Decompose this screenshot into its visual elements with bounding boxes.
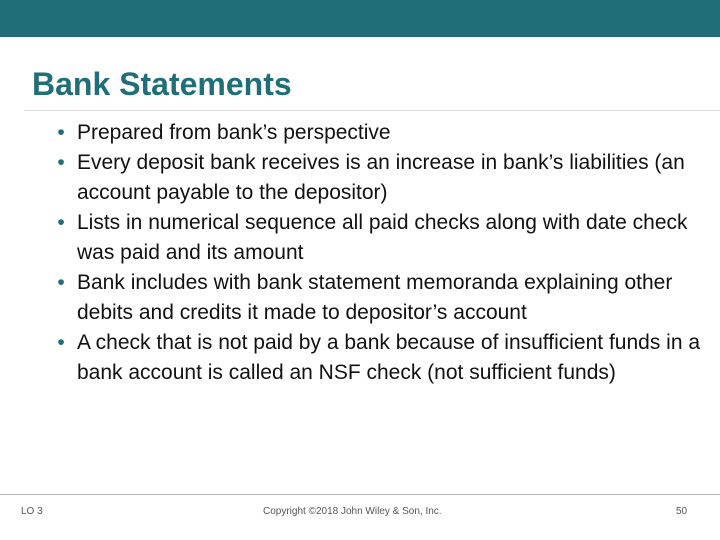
bullet-marker: • (57, 151, 65, 174)
learning-objective-label: LO 3 (21, 506, 43, 517)
bullet-marker: • (57, 271, 65, 294)
bullet-text: Bank includes with bank statement memoranda explaining other debits and credits it made to depositor’s account (77, 271, 673, 324)
bullet-item (52, 208, 702, 268)
bullet-text: A check that is not paid by a bank because of insufficient funds in a bank account is called an NSF check (not sufficient funds) (77, 331, 701, 384)
bullet-text: Prepared from bank’s perspective (77, 121, 391, 144)
bullet-item (52, 118, 702, 148)
bullet-marker: • (57, 211, 65, 234)
bullet-text: Lists in numerical sequence all paid checks along with date check was paid and its amount (77, 211, 688, 264)
footer-divider (0, 494, 720, 495)
slide-title: Bank Statements (32, 66, 292, 102)
bullet-item (52, 268, 702, 328)
top-accent-bar (0, 0, 720, 37)
bullet-list (52, 118, 702, 388)
bullet-item (52, 148, 702, 208)
bullet-marker: • (57, 121, 65, 144)
bullet-item (52, 328, 702, 388)
title-divider (24, 110, 720, 111)
bullet-text: Every deposit bank receives is an increase in bank’s liabilities (an account payable to the depositor) (77, 151, 685, 204)
bullet-marker: • (57, 331, 65, 354)
page-number: 50 (676, 506, 688, 517)
copyright-text: Copyright ©2018 John Wiley & Son, Inc. (263, 506, 442, 517)
